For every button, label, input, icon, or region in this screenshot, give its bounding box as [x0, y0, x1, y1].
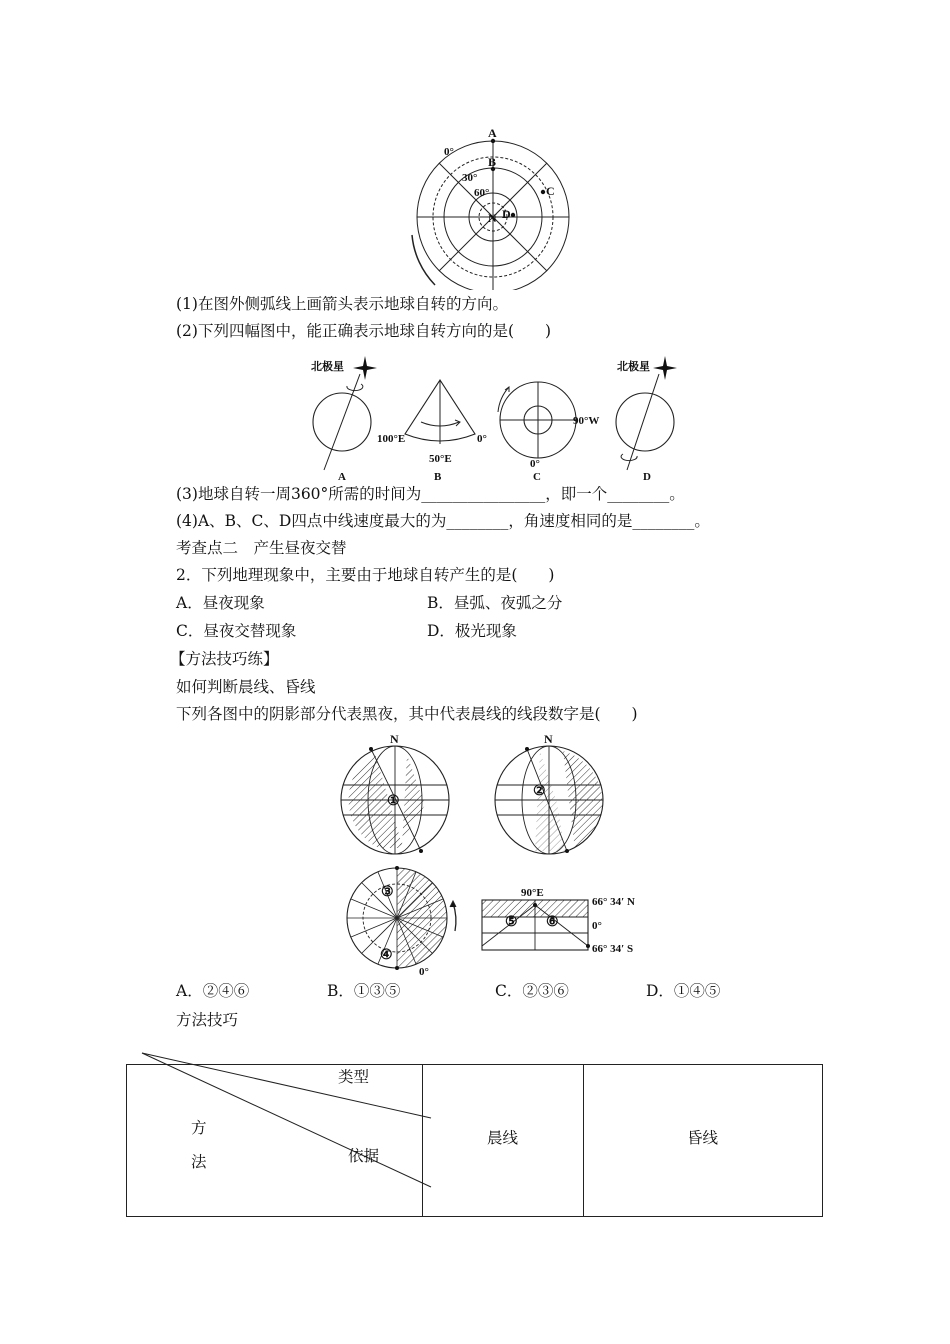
- q2-option-b: B．昼弧、夜弧之分: [427, 594, 563, 612]
- rotation-options-figure: [305, 352, 685, 487]
- q1-part2: (2)下列四幅图中，能正确表示地球自转方向的是( ): [176, 322, 552, 340]
- lon-90w: 90°W: [573, 415, 600, 427]
- label-a: A: [488, 126, 497, 140]
- header-method-2: 法: [191, 1153, 207, 1171]
- polaris-label-d: 北极星: [617, 361, 650, 373]
- q1-part3: (3)地球自转一周360°所需的时间为________________，即一个________。: [176, 485, 685, 503]
- label-lat-0: 0°: [444, 146, 454, 158]
- label-c: C: [546, 184, 555, 198]
- lon-90e: 90°E: [521, 887, 544, 899]
- q3-option-a: A．②④⑥: [176, 982, 250, 1000]
- section-2-title: 考查点二 产生昼夜交替: [176, 539, 347, 557]
- label-4: ④: [380, 948, 393, 963]
- method-table: [126, 1064, 823, 1217]
- point-c: [541, 190, 545, 194]
- lat-66s: 66° 34′ S: [592, 943, 634, 955]
- col-dawn-line: 晨线: [487, 1129, 519, 1147]
- lon-0-polar: 0°: [419, 966, 429, 978]
- q1-part4: (4)A、B、C、D四点中线速度最大的为________，角速度相同的是________。: [176, 512, 710, 530]
- q3-option-c: C．②③⑥: [495, 982, 569, 1000]
- method-tip: 方法技巧: [176, 1011, 239, 1029]
- polaris-label-a: 北极星: [311, 361, 344, 373]
- lat-0-c: 0°: [530, 458, 540, 470]
- header-basis: 依据: [348, 1147, 380, 1165]
- caption-d: D: [643, 471, 651, 483]
- caption-b: B: [434, 471, 442, 483]
- header-method-1: 方: [191, 1119, 207, 1137]
- label-lat-30: 30°: [462, 172, 478, 184]
- lat-66n: 66° 34′ N: [592, 896, 635, 908]
- label-1: ①: [387, 794, 400, 809]
- label-6: ⑥: [546, 915, 559, 930]
- q2-option-d: D．极光现象: [427, 622, 517, 640]
- star-icon: [653, 356, 677, 380]
- label-3: ③: [381, 885, 394, 900]
- point-d: [511, 213, 515, 217]
- polar-view-figure: [400, 125, 590, 290]
- caption-c: C: [533, 471, 541, 483]
- label-n: N: [488, 211, 497, 225]
- label-b: B: [488, 155, 497, 169]
- label-d: D: [502, 207, 511, 221]
- label-5: ⑤: [505, 915, 518, 930]
- day-night-figure: [335, 733, 655, 978]
- north-1: N: [390, 733, 399, 746]
- q3-stem: 下列各图中的阴影部分代表黑夜，其中代表晨线的线段数字是( ): [176, 705, 638, 723]
- q3-option-d: D．①④⑤: [646, 982, 721, 1000]
- q2-option-c: C．昼夜交替现象: [176, 622, 297, 640]
- header-type: 类型: [338, 1068, 370, 1086]
- lon-50e: 50°E: [429, 453, 452, 465]
- lon-100e: 100°E: [377, 433, 406, 445]
- q3-option-b: B．①③⑤: [327, 982, 401, 1000]
- q2-option-a: A．昼夜现象: [176, 594, 265, 612]
- star-icon: [353, 356, 377, 380]
- col-dusk-line: 昏线: [687, 1129, 719, 1147]
- lat-0-map: 0°: [592, 920, 602, 932]
- method-subtitle: 如何判断晨线、昏线: [176, 678, 316, 696]
- label-lat-60: 60°: [474, 187, 490, 199]
- caption-a: A: [338, 471, 346, 483]
- north-2: N: [544, 733, 553, 746]
- method-title: 【方法技巧练】: [170, 650, 279, 668]
- label-2: ②: [533, 784, 546, 799]
- q1-part1: (1)在图外侧弧线上画箭头表示地球自转的方向。: [176, 295, 508, 313]
- q2-stem: 2．下列地理现象中，主要由于地球自转产生的是( ): [176, 566, 555, 584]
- lon-0-b: 0°: [477, 433, 487, 445]
